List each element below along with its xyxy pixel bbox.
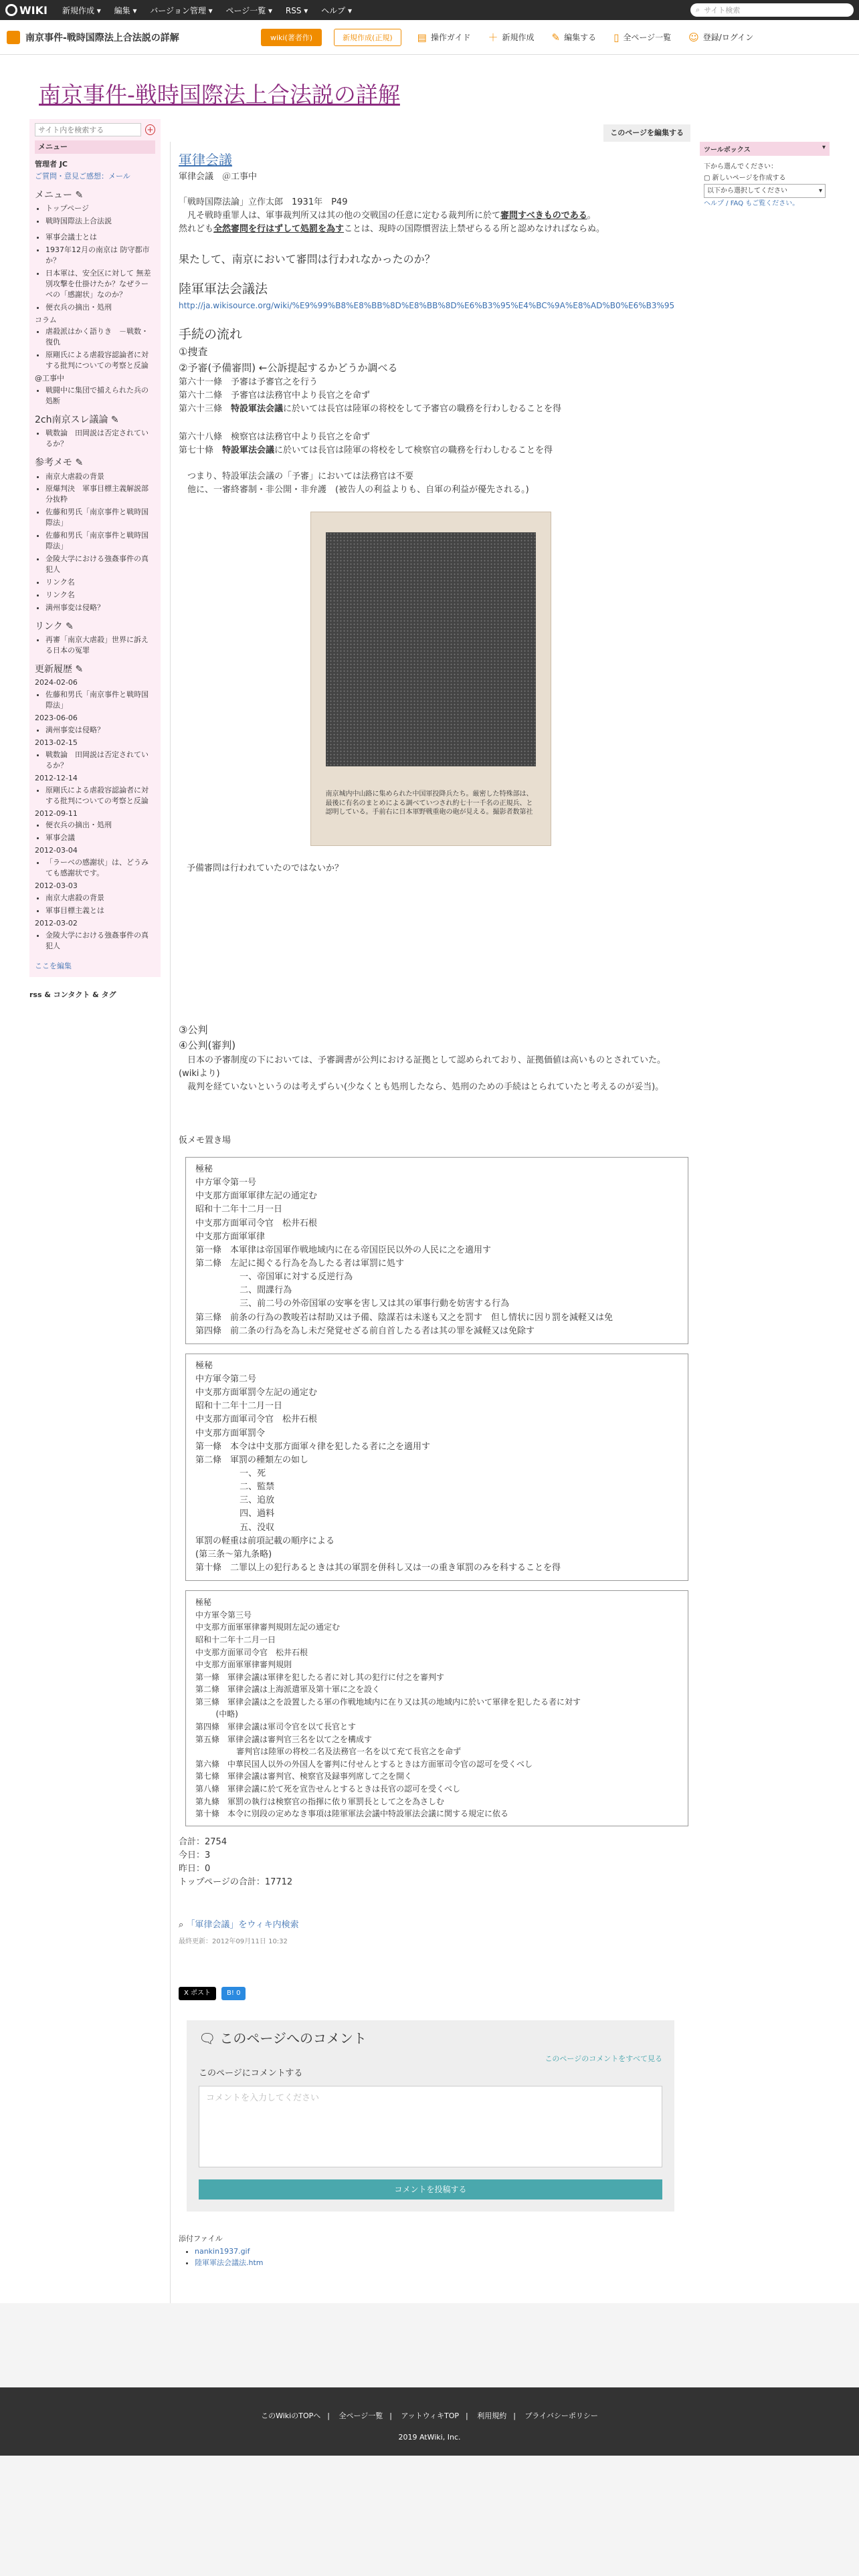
memo-line: 極秘 [195, 1598, 212, 1608]
collapse-icon[interactable]: ▾ [822, 144, 826, 151]
paragraph-text: 日本の予審制度の下においては、予審調書が公判における証拠として認められており、証拠価値は高いものとされていた。(wikiより) [179, 1055, 666, 1079]
memo-line: 中方軍令第二号 [195, 1374, 257, 1385]
nav-version[interactable]: バージョン管理 ▾ [150, 5, 213, 15]
document-icon: ▯ [613, 31, 619, 43]
memo-line: 極秘 [195, 1164, 213, 1175]
main-content [170, 119, 690, 2303]
sidebar-search [35, 123, 155, 136]
comments-title: このページへのコメント [219, 2030, 367, 2046]
memo-line: 第二條 軍律会議は上海派遣軍及第十軍に之を設く [195, 1685, 381, 1695]
memo-line: 中支那方面軍司令官 松井石根 [195, 1647, 308, 1657]
stat-top-total: トップページの合計：17712 [179, 1877, 293, 1888]
memo-line: 中方軍令第三号 [195, 1610, 252, 1620]
wiki-search [179, 1919, 682, 1932]
new-page-label: 新規作成 [502, 33, 535, 42]
quote-bold: 全然審問を行はずして処罰を為す [213, 224, 345, 235]
logo-circle-icon [5, 4, 17, 16]
photo-caption: 南京城内中山路に集められた中国軍投降兵たち。厳密した特殊部は、最後に有名のまとめによる調べていつされ約七十一千名の正規兵、と認明している。手前右に日本軍野戦重砲の砲が見える。撮影者数第社 [325, 790, 533, 817]
submit-comment-button[interactable]: コメントを投稿する [199, 2179, 662, 2200]
users-icon: ☺ [688, 31, 699, 43]
memo-line: 二、監禁 [240, 1482, 275, 1493]
notes-item[interactable]: • 南京大虐殺の背景 [45, 471, 155, 482]
memo-line: 第一條 軍律会議は軍律を犯したる者に対し其の犯行に付之を審判す [195, 1672, 445, 1682]
menu-item[interactable]: • 1937年12月の南京は 防守都市か？ [45, 245, 155, 266]
article-line: 第六十二條 予審官は法務官中より長官之を命ず [179, 391, 371, 401]
atwiki-logo[interactable] [5, 4, 47, 17]
article-bold: 特設軍法会議 [222, 445, 275, 456]
quote-text: 凡そ戦時重罪人は、軍事裁判所又は其の他の交戦国の任意に定むる裁判所に於て [187, 211, 501, 221]
site-search-input[interactable] [690, 3, 854, 17]
new-official-button[interactable]: 新規作成(正規) [334, 29, 401, 46]
ch2-item[interactable]: • 戦数論 田岡説は否定されているか？ [45, 428, 155, 449]
plus-icon: ＋ [488, 31, 498, 43]
global-topbar [0, 0, 859, 20]
flow-step-1: ①捜査 [179, 346, 208, 358]
toolbox-select[interactable] [704, 184, 826, 198]
admin-mail-link[interactable]: ご質問・意見ご感想：メール [35, 171, 130, 181]
flow-heading: 手続の流れ [179, 326, 243, 342]
paragraph [179, 1081, 682, 1094]
new-page-link[interactable] [704, 173, 826, 184]
trial-block [179, 1023, 682, 1094]
guide-button[interactable] [417, 31, 471, 43]
article-text: に於いては長官は陸軍の将校をして検察官の職務を行わしむることを得 [274, 445, 553, 456]
footer-links: このWikiのTOPへ | 全ページ一覧 | アットウィキTOP | 利用規約 | プライバシーポリシー [261, 2411, 598, 2420]
memo-line: 第二條 軍罰の種類左の如し [195, 1455, 309, 1465]
memo-line: 四、過料 [240, 1509, 275, 1519]
history-date: 2023-06-06 [35, 714, 78, 723]
notes-item[interactable]: • 佐藤和男氏「南京事件と戦時国際法」 [45, 530, 155, 552]
site-name-text: 南京事件-戦時国際法上合法説の詳解 [25, 32, 179, 43]
attachment-link[interactable]: 陸軍軍法会議法.htm [195, 2258, 264, 2268]
article-bold: 特設軍法会議 [231, 404, 284, 415]
history-item[interactable]: • 原剛氏による虐殺容認論者に対する批判についての考察と反論 [45, 785, 155, 807]
memo-line: 第九條 軍罰の執行は検察官の指揮に依り軍罰長として之を為さしむ [195, 1796, 445, 1806]
add-icon[interactable]: + [145, 124, 155, 135]
footer-link[interactable]: 利用規約 [477, 2411, 507, 2420]
memo-line: 二、間諜行為 [240, 1285, 292, 1296]
x-post-button[interactable]: X ポスト [179, 1987, 216, 2000]
attachments-label: 添付ファイル [179, 2234, 223, 2244]
comments-heading [199, 2028, 662, 2049]
page-subtitle: 軍律会議 ＠工事中 [179, 172, 258, 182]
all-pages-label: 全ページ一覧 [623, 33, 672, 42]
wikisource-link[interactable]: http://ja.wikisource.org/wiki/%E9%99%B8%E8%BB%8D%E8%BB%8D%E6%B3%95%E4%BC%9A%E8%AD%B0%E6%B3%95 [179, 300, 675, 310]
article-text: 第六十三條 [179, 404, 231, 415]
new-page-button[interactable] [488, 30, 534, 44]
column-label: コラム [35, 315, 57, 324]
history-date: 2012-03-04 [35, 846, 78, 855]
guide-label: 操作ガイド [430, 33, 471, 42]
memo-line: 五、没収 [240, 1522, 275, 1533]
memo-line: 第七條 軍律会議は審判官、検察官及録事列席して之を開く [195, 1772, 413, 1782]
sidebar [29, 119, 161, 1000]
login-button[interactable] [688, 31, 753, 43]
memo-box-3 [185, 1590, 688, 1826]
site-name[interactable] [7, 31, 261, 44]
notes-heading: 参考メモ ✎ [35, 457, 84, 469]
quote-text: 。 [587, 211, 596, 221]
memo-line: 第四條 軍律会議は軍司令官を以て長官とす [195, 1722, 357, 1732]
memo-line: 中支那方面軍軍律審判規則 [195, 1660, 292, 1670]
history-item[interactable]: • 軍事会議 [45, 833, 155, 843]
history-item[interactable]: • 南京大虐殺の背景 [45, 893, 155, 903]
wip-item[interactable]: • 戦闘中に集団で捕えられた兵の処断 [45, 385, 155, 407]
memo-line: 中支那方面軍軍律左記の通定む [195, 1191, 318, 1202]
nav-pages[interactable]: ページ一覧 ▾ [225, 5, 273, 15]
page-toolbar [0, 20, 859, 55]
chevron-down-icon: ▾ [818, 187, 822, 195]
edit-page-button[interactable]: このページを編集する [603, 124, 690, 142]
last-updated: 最終更新：2012年09月11日 10:32 [179, 1937, 288, 1945]
attachment-link[interactable]: nankin1937.gif [195, 2247, 250, 2256]
edit-label: 編集する [564, 33, 597, 42]
article-text: に於いては長官は陸軍の将校をして予審官の職務を行わしむることを得 [283, 404, 562, 415]
quote-ref: 「戦時国際法論」立作太郎 1931年 P49 [179, 197, 348, 208]
comment-textarea[interactable]: コメントを入力してください [199, 2086, 662, 2167]
comments-section [187, 2020, 674, 2212]
memo-box-1 [185, 1157, 688, 1344]
footer-link[interactable]: アットウィキTOP [401, 2411, 460, 2420]
wip-label: @工事中 [35, 374, 64, 383]
memo-line: (中略) [215, 1709, 238, 1719]
memo-line: 三、前二号の外帝国軍の安寧を害し又は其の軍事行動を妨害する行為 [240, 1299, 510, 1309]
menu-list [45, 203, 155, 227]
article [170, 142, 690, 2303]
sidebar-search-input[interactable] [35, 123, 141, 136]
article-line: 第六十八條 検察官は法務官中より長官之を命ず [179, 432, 371, 443]
ch2-list [45, 428, 155, 449]
select-value: 以下から選択してください [707, 187, 787, 195]
history-item[interactable]: • 佐藤和男氏「南京事件と戦時国際法」 [45, 689, 155, 711]
quote-line-2 [179, 223, 682, 236]
hatena-bookmark-button[interactable]: B! 0 [221, 1987, 246, 2000]
notes-item[interactable]: • リンク名 [45, 590, 155, 601]
toolbox-title: ツールボックス [704, 146, 751, 154]
history-date: 2013-02-15 [35, 738, 78, 747]
help-link[interactable]: ヘルプ / FAQ もご覧ください。 [704, 200, 799, 207]
site-icon [7, 31, 20, 44]
site-title[interactable]: 南京事件-戦時国際法上合法説の詳解 [39, 82, 400, 108]
memo-line: 第一條 本軍律は帝国軍作戦地域内に在る帝国臣民以外の人民に之を適用す [195, 1245, 492, 1255]
history-heading: 更新履歴 ✎ [35, 663, 84, 675]
memo-line: 第二條 左記に掲ぐる行為を為したる者は軍罰に処す [195, 1259, 405, 1269]
notes-item[interactable]: • 金陵大学における強姦事件の真犯人 [45, 554, 155, 575]
comment-label: このページにコメントする [199, 2068, 303, 2078]
article-text: 第七十條 [179, 445, 223, 456]
history-date: 2012-09-11 [35, 809, 78, 818]
spacer [179, 875, 682, 1023]
all-pages-button[interactable] [613, 31, 671, 43]
links-heading: リンク ✎ [35, 621, 74, 632]
edit-bar [170, 124, 690, 142]
memo-line: 第十條 二罪以上の犯行あるときは其の軍罰を併科し又は一の重き軍罰のみを科することを得 [195, 1563, 561, 1573]
menu-list-2 [45, 232, 155, 313]
wip-list [45, 385, 155, 407]
memo-line: 第三條 軍律会議は之を設置したる軍の作戦地域内に在り又は其の地域内に於いて軍律を犯したる者に対す [195, 1697, 581, 1707]
history-item[interactable]: • 便衣兵の摘出・処刑 [45, 820, 155, 831]
guide-icon: ▤ [417, 31, 427, 43]
spacer [179, 2268, 682, 2295]
ch2-heading: 2ch南京スレ議論 ✎ [35, 415, 119, 426]
comment-icon: 🗨 [199, 2030, 216, 2046]
search-placeholder: サイト検索 [704, 6, 741, 15]
login-label: 登録/ログイン [702, 33, 754, 42]
rss-contact-tags[interactable]: rss & コンタクト & タグ [29, 990, 116, 999]
wiki-search-link[interactable]: 「軍律会議」をウィキ内検索 [186, 1920, 299, 1931]
quote-text: 然れども [179, 224, 214, 235]
page-icon: ▢ [704, 175, 712, 182]
memo-line: 中支那方面軍軍律審判規則左記の通定む [195, 1622, 341, 1632]
links-list [45, 635, 155, 656]
toolbox [700, 142, 830, 215]
memo-line: 中支那方面軍司令官 松井石根 [195, 1218, 318, 1228]
logo-text: WIKI [19, 3, 47, 17]
menu-label: メニュー [35, 140, 155, 154]
memo-line: 昭和十二年十二月一日 [195, 1634, 276, 1644]
content-layout [0, 119, 859, 2303]
flow-step-3: ③公判 [179, 1024, 208, 1036]
photo-crowd [326, 532, 536, 766]
site-header [0, 55, 859, 119]
history-item[interactable]: • 軍事目標主義とは [45, 905, 155, 916]
summary-line [179, 470, 682, 484]
memo-line: 三、追放 [240, 1495, 275, 1506]
memo-line: 中支那方面軍罰令左記の通定む [195, 1388, 318, 1398]
toolbox-line: 新しいページを作成する [712, 175, 786, 182]
menu-item[interactable]: • 便衣兵の摘出・処刑 [45, 302, 155, 313]
paragraph-text: 裁判を経ていないというのは考えずらい(少なくとも処刑したなら、処刑のための手続はとられていたと考えるのが妥当)。 [187, 1081, 664, 1092]
memo-line: (第三条〜第九条略) [195, 1549, 272, 1560]
view-all-comments-link[interactable]: このページのコメントをすべて見る [545, 2054, 662, 2063]
summary-text: つまり、特設軍法会議の「予審」においては法務官は不要 [187, 471, 414, 481]
footer-link[interactable]: このWikiのTOPへ [261, 2411, 321, 2420]
admin-name: 管理者 JC [35, 159, 68, 169]
links-item[interactable]: • 再審「南京大虐殺」世界に訴える日本の冤罪 [45, 635, 155, 656]
memo-heading: 仮メモ置き場 [179, 1135, 231, 1146]
nav-rss[interactable]: RSS ▾ [285, 5, 308, 15]
attachments [179, 2233, 682, 2268]
quote-bold: 審問すべきものである [500, 211, 587, 221]
notes-item[interactable]: • 佐藤和男氏「南京事件と戦時国際法」 [45, 507, 155, 528]
question-heading: 果たして、南京において審問は行われなかったのか？ [179, 252, 436, 265]
memo-line: 軍罰の軽重は前項記載の順序による [195, 1535, 335, 1546]
top-nav [62, 5, 363, 16]
menu-item[interactable]: • 戦時国際法上合法説 [45, 216, 155, 227]
memo-line: 第十條 本令に別段の定めなき事項は陸軍軍法会議中特設軍法会議に関する規定に依る [195, 1809, 509, 1819]
menu-heading: メニュー ✎ [35, 189, 84, 201]
toolbox-header [700, 142, 830, 156]
notes-item[interactable]: • 原爆判決 軍事目標主義解説部分抜粋 [45, 484, 155, 505]
memo-line: 中方軍令第一号 [195, 1178, 257, 1188]
paragraph [179, 1054, 682, 1081]
memo-line: 第一條 本令は中支那方面軍々律を犯したる者に之を適用す [195, 1441, 431, 1452]
column-item[interactable]: • 原剛氏による虐殺容認論者に対する批判についての考察と反論 [45, 350, 155, 371]
share-buttons [179, 1987, 682, 2000]
menu-item[interactable]: • 軍事会議士とは [45, 232, 155, 243]
memo-line: 第六條 中華民国人以外の外国人を審判に付せんとするときは方面軍司令官の認可を受くべし [195, 1759, 533, 1769]
history-date: 2012-12-14 [35, 773, 78, 782]
history-item[interactable]: • 戦数論 田岡説は否定されているか？ [45, 750, 155, 771]
memo-line: 昭和十二年十二月一日 [195, 1401, 283, 1412]
search-icon: ⌕ [696, 5, 700, 14]
quote-line-1 [179, 209, 682, 223]
notes-list [45, 471, 155, 613]
memo-line: 第三條 前条の行為の教唆若は幇助又は予備、陰謀若は未遂も又之を罰す 但し情状に因り罰を減軽又は免 [195, 1312, 613, 1323]
page-title[interactable]: 軍律会議 [179, 152, 232, 168]
memo-line: 一、死 [240, 1469, 266, 1479]
article-line [179, 444, 682, 457]
summary-text: 他に、一審終審制・非公開・非弁護 (被告人の利益よりも、自軍の利益が優先される。) [187, 484, 529, 495]
history-list [35, 677, 155, 952]
edit-here-link[interactable]: ここを編集 [35, 961, 72, 970]
history-date: 2012-03-03 [35, 881, 78, 891]
toolbox-line: 下から選んでください： [704, 163, 777, 171]
pencil-icon: ✎ [551, 31, 561, 43]
memo-line: 第五條 軍律会議は審判官三名を以て之を構成す [195, 1734, 373, 1744]
memo-line: 中支那方面軍司令官 松井石根 [195, 1414, 318, 1425]
quote-block [179, 196, 682, 236]
question-line: 予備審問は行われていたのではないか？ [187, 863, 344, 873]
sidebar-menu-box [29, 119, 161, 977]
memo-line: 中支那方面軍罰令 [195, 1428, 266, 1438]
copyright: 2019 AtWiki, Inc. [398, 2433, 461, 2442]
flow-block [179, 344, 682, 496]
flow-step-4: ④公判(審判) [179, 1039, 236, 1052]
memo-line: 一、帝国軍に対する反逆行為 [240, 1272, 353, 1283]
memo-line: 中支那方面軍軍律 [195, 1231, 266, 1242]
search-icon: ⌕ [179, 1920, 187, 1931]
memo-line: 第八條 軍律会議に於て死を宣告せんとするときは長官の認可を受くべし [195, 1784, 461, 1794]
wiki-button[interactable]: wiki(著者作) [261, 29, 322, 46]
law-heading: 陸軍軍法会議法 [179, 282, 268, 297]
quote-text: ことは、現時の国際慣習法上禁ぜらるる所と認めなければならぬ。 [344, 224, 605, 235]
memo-line: 審判官は陸軍の将校二名及法務官一名を以て充て長官之を命ず [236, 1747, 462, 1757]
toolbox-body [700, 156, 830, 215]
stat-today: 今日：3 [179, 1850, 211, 1860]
historical-photo [310, 512, 551, 846]
menu-item[interactable]: • トップページ [45, 203, 155, 214]
notes-item[interactable]: • 満州事変は侵略？ [45, 603, 155, 613]
memo-line: 極秘 [195, 1360, 213, 1371]
flow-step-2: ②予審(予備審問) ←公訴提起するかどうか調べる [179, 361, 398, 374]
column-item[interactable]: • 虐殺派はかく語りき －戦数・復仇 [45, 326, 155, 348]
edit-button[interactable] [552, 31, 597, 43]
memo-line: 第四條 前二条の行為を為し未だ発覚せざる前自首したる者は其の罪を減軽又は免除す [195, 1325, 535, 1336]
stat-total: 合計：2754 [179, 1836, 227, 1847]
article-line: 第六十一條 予審は予審官之を行う [179, 377, 318, 387]
history-date: 2012-03-02 [35, 918, 78, 928]
memo-box-2 [185, 1354, 688, 1581]
notes-item[interactable]: • リンク名 [45, 577, 155, 588]
column-list [45, 326, 155, 371]
footer [0, 2387, 859, 2456]
footer-link[interactable]: 全ページ一覧 [339, 2411, 383, 2420]
nav-edit[interactable]: 編集 ▾ [114, 5, 137, 15]
menu-item[interactable]: • 日本軍は、安全区に対して 無差別攻撃を仕掛けたか？なぜラーベの「感謝状」なのか？ [45, 268, 155, 300]
history-item[interactable]: • 満州事変は侵略？ [45, 725, 155, 736]
page-stats [179, 1836, 682, 1890]
history-date: 2024-02-06 [35, 678, 78, 687]
memo-line: 昭和十二年十二月一日 [195, 1204, 283, 1215]
history-item[interactable]: • 「ラーベの感謝状」は、どうみても感謝状です。 [45, 857, 155, 879]
footer-link[interactable]: プライバシーポリシー [524, 2411, 598, 2420]
stat-yesterday: 昨日：0 [179, 1864, 211, 1874]
history-item[interactable]: • 金陵大学における強姦事件の真犯人 [45, 930, 155, 952]
summary-line [179, 484, 682, 497]
nav-help[interactable]: ヘルプ ▾ [321, 5, 353, 15]
article-line [179, 403, 682, 416]
nav-new[interactable]: 新規作成 ▾ [62, 5, 101, 15]
